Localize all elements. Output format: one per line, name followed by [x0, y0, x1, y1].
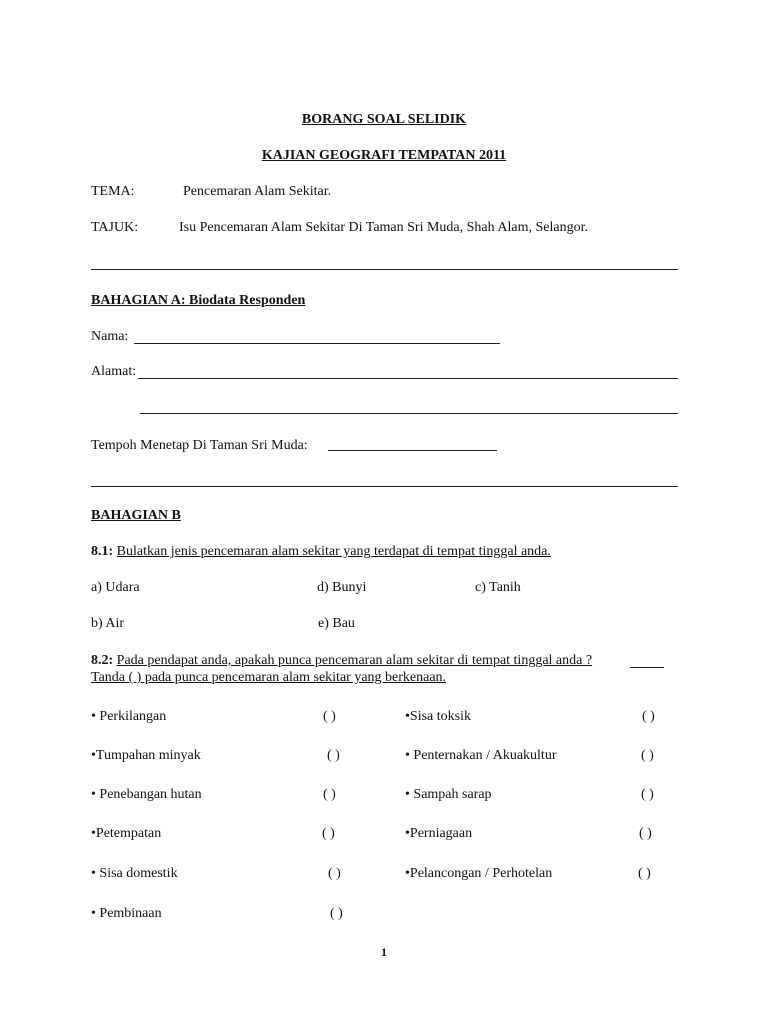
cause-checkbox[interactable]: ( ) — [641, 787, 654, 802]
cause-item: •Perniagaan — [405, 826, 473, 841]
cause-checkbox[interactable]: ( ) — [322, 826, 335, 841]
question-number: 8.2: — [91, 653, 114, 668]
question-8-2 — [91, 653, 592, 669]
cause-checkbox[interactable]: ( ) — [638, 866, 651, 881]
option-a[interactable]: a) Udara — [91, 580, 140, 595]
cause-item: • Penternakan / Akuakultur — [405, 748, 557, 763]
cause-item: • Pembinaan — [91, 906, 162, 921]
page-number: 1 — [381, 945, 387, 959]
option-c[interactable]: c) Tanih — [475, 580, 521, 595]
cause-checkbox[interactable]: ( ) — [327, 748, 340, 763]
cause-checkbox[interactable]: ( ) — [323, 709, 336, 724]
cause-item: •Pelancongan / Perhotelan — [405, 866, 553, 881]
alamat-field-line2[interactable] — [140, 413, 678, 414]
question-8-1 — [91, 544, 551, 560]
nama-label: Nama: — [91, 329, 129, 344]
question-text: Bulatkan jenis pencemaran alam sekitar yang terdapat di tempat tinggal anda. — [116, 544, 551, 559]
option-e[interactable]: e) Bau — [318, 616, 355, 631]
tajuk-label: TAJUK: — [91, 220, 139, 235]
alamat-field-line1[interactable] — [138, 378, 678, 379]
section-b-heading: BAHAGIAN B — [91, 508, 181, 523]
cause-item: • Penebangan hutan — [91, 787, 202, 802]
tempoh-field[interactable] — [328, 450, 497, 451]
alamat-label: Alamat: — [91, 364, 137, 379]
tajuk-value: Isu Pencemaran Alam Sekitar Di Taman Sri Muda, Shah Alam, Selangor. — [179, 220, 588, 235]
cause-item: •Sisa toksik — [405, 709, 471, 724]
question-text-line2: Tanda ( ) pada punca pencemaran alam sekitar yang berkenaan. — [91, 670, 447, 685]
cause-checkbox[interactable]: ( ) — [639, 826, 652, 841]
section-a-heading: BAHAGIAN A: Biodata Responden — [91, 293, 306, 308]
cause-checkbox[interactable]: ( ) — [323, 787, 336, 802]
cause-item: • Sisa domestik — [91, 866, 178, 881]
form-subtitle: KAJIAN GEOGRAFI TEMPATAN 2011 — [261, 148, 507, 163]
option-d[interactable]: d) Bunyi — [317, 580, 367, 595]
cause-item: • Perkilangan — [91, 709, 167, 724]
tempoh-label: Tempoh Menetap Di Taman Sri Muda: — [91, 438, 308, 453]
cause-checkbox[interactable]: ( ) — [330, 906, 343, 921]
cause-checkbox[interactable]: ( ) — [641, 748, 654, 763]
option-b[interactable]: b) Air — [91, 616, 125, 631]
nama-field[interactable] — [134, 343, 500, 344]
cause-item: •Tumpahan minyak — [91, 748, 201, 763]
question-number: 8.1: — [91, 544, 114, 559]
tema-label: TEMA: — [91, 184, 135, 199]
cause-item: • Sampah sarap — [405, 787, 492, 802]
underline-trail — [630, 667, 664, 668]
cause-item: •Petempatan — [91, 826, 162, 841]
cause-checkbox[interactable]: ( ) — [642, 709, 655, 724]
divider-line — [91, 269, 678, 270]
form-title: BORANG SOAL SELIDIK — [301, 112, 467, 127]
question-text: Pada pendapat anda, apakah punca pencemaran alam sekitar di tempat tinggal anda ? — [116, 653, 593, 668]
cause-checkbox[interactable]: ( ) — [328, 866, 341, 881]
divider-line — [91, 486, 678, 487]
tema-value: Pencemaran Alam Sekitar. — [183, 184, 332, 199]
